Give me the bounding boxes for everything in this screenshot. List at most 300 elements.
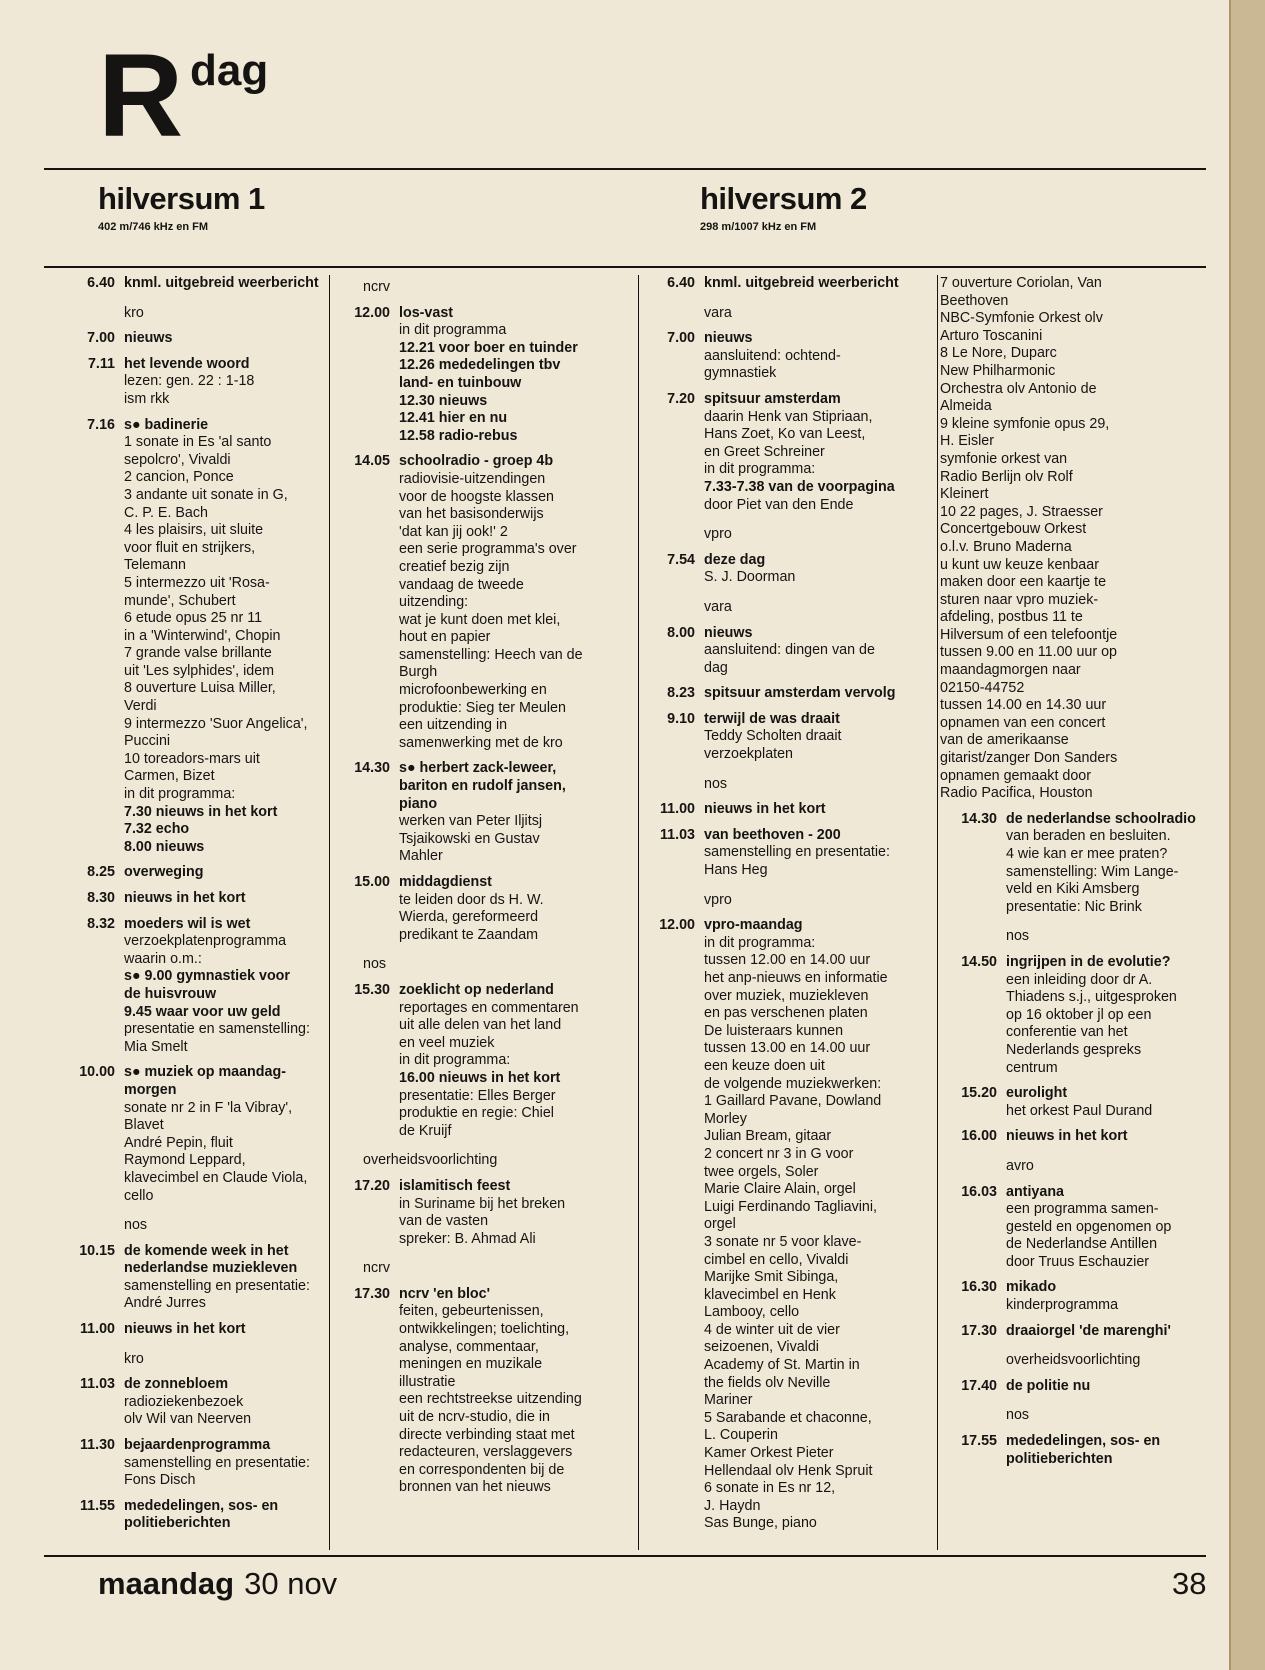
program-title: s● badinerie xyxy=(124,416,209,433)
program-line: in dit programma xyxy=(399,322,507,339)
program-time: 14.50 xyxy=(961,953,997,970)
program-line: samenstelling: Wim Lange- xyxy=(1006,863,1179,880)
program-time: 9.10 xyxy=(667,710,695,727)
program-time: 15.30 xyxy=(354,981,390,998)
schedule-column-hilversum-1-morning xyxy=(44,275,324,1541)
program-line: Sas Bunge, piano xyxy=(704,1515,817,1532)
program-line: 12.58 radio-rebus xyxy=(399,427,518,444)
station-header-hilversum-2 xyxy=(700,181,867,233)
program-line: tussen 14.00 en 14.30 uur xyxy=(940,697,1107,714)
program-line: Marie Claire Alain, orgel xyxy=(704,1181,856,1198)
program-line: cello xyxy=(124,1187,154,1204)
program-time: 7.00 xyxy=(87,330,115,347)
program-line: olv Wil van Neerven xyxy=(124,1411,252,1428)
program-line: 3 sonate nr 5 voor klave- xyxy=(704,1233,862,1250)
program-line: symfonie orkest van xyxy=(940,450,1068,467)
program-line: sturen naar vpro muziek- xyxy=(940,591,1099,608)
program-time: 6.40 xyxy=(667,275,695,291)
program-time: 15.00 xyxy=(354,874,390,890)
program-entry xyxy=(44,1243,324,1313)
program-line: presentatie en samenstelling: xyxy=(124,1021,310,1038)
program-line: Kamer Orkest Pieter xyxy=(704,1445,834,1462)
program-details xyxy=(124,890,324,908)
program-line: opnamen gemaakt door xyxy=(940,767,1092,784)
program-details xyxy=(124,417,324,857)
program-line: L. Couperin xyxy=(704,1427,778,1444)
broadcaster-label: nos xyxy=(1006,928,1030,945)
program-line: Nederlands gespreks xyxy=(1006,1041,1142,1058)
program-line: aansluitend: dingen van de xyxy=(704,642,875,659)
program-details xyxy=(399,874,631,944)
program-entry xyxy=(44,1498,324,1533)
program-details xyxy=(704,801,930,819)
program-line: de Nederlandse Antillen xyxy=(1006,1236,1158,1253)
program-entry xyxy=(630,275,930,293)
program-time: 10.15 xyxy=(79,1242,115,1259)
broadcaster-label: avro xyxy=(1006,1157,1034,1174)
program-details xyxy=(124,1064,324,1205)
program-line: André Jurres xyxy=(124,1295,206,1312)
program-entry xyxy=(940,1128,1225,1146)
program-line: in a 'Winterwind', Chopin xyxy=(124,627,281,644)
broadcaster-label: nos xyxy=(363,956,387,973)
program-entry xyxy=(630,552,930,587)
program-details xyxy=(399,453,631,752)
program-line: Arturo Toscanini xyxy=(940,327,1043,344)
program-line: New Philharmonic xyxy=(940,362,1056,379)
program-line: morgen xyxy=(124,1081,177,1098)
program-details xyxy=(399,1286,631,1497)
program-line: meningen en muzikale xyxy=(399,1356,543,1373)
program-time: 15.20 xyxy=(961,1085,997,1102)
program-line: daarin Henk van Stipriaan, xyxy=(704,408,873,425)
program-title: mikado xyxy=(1006,1279,1057,1296)
program-line: het anp-nieuws en informatie xyxy=(704,970,888,986)
program-time: 12.00 xyxy=(354,304,390,321)
program-title: middagdienst xyxy=(399,874,492,890)
column-divider xyxy=(329,275,330,1550)
program-time: 16.30 xyxy=(961,1279,997,1296)
program-time: 14.30 xyxy=(961,810,997,827)
program-line: 4 de winter uit de vier xyxy=(704,1321,840,1338)
program-entry xyxy=(940,811,1225,917)
program-line: het orkest Paul Durand xyxy=(1006,1102,1153,1119)
program-details xyxy=(124,356,324,409)
program-line: de Kruijf xyxy=(399,1122,452,1139)
program-line: opnamen van een concert xyxy=(940,714,1106,731)
program-title: los-vast xyxy=(399,304,454,321)
program-title: de nederlandse schoolradio xyxy=(1006,810,1196,827)
program-line: Radio Berlijn olv Rolf xyxy=(940,468,1073,485)
program-line: J. Haydn xyxy=(704,1497,761,1514)
program-line: veld en Kiki Amsberg xyxy=(1006,881,1140,898)
program-line: s● 9.00 gymnastiek voor xyxy=(124,968,290,985)
program-entry xyxy=(44,417,324,857)
program-entry xyxy=(331,982,631,1140)
program-line: politieberichten xyxy=(124,1515,231,1532)
program-line: 16.00 nieuws in het kort xyxy=(399,1069,561,1086)
program-entry xyxy=(331,1178,631,1248)
program-title: moeders wil is wet xyxy=(124,915,251,932)
program-line: Lambooy, cello xyxy=(704,1304,800,1321)
program-line: ism rkk xyxy=(124,390,170,407)
program-line: André Pepin, fluit xyxy=(124,1134,233,1151)
program-entry xyxy=(940,1085,1225,1120)
program-line: tussen 12.00 en 14.00 uur xyxy=(704,952,871,969)
program-time: 17.40 xyxy=(961,1377,997,1394)
broadcaster-label: overheidsvoorlichting xyxy=(1006,1352,1141,1369)
program-line: 7.32 echo xyxy=(124,821,190,838)
program-title: mededelingen, sos- en xyxy=(124,1497,279,1514)
program-entry xyxy=(630,685,930,703)
program-details xyxy=(124,330,324,348)
program-line: Morley xyxy=(704,1110,747,1127)
page-edge xyxy=(1229,0,1265,1670)
program-details xyxy=(704,552,930,587)
broadcaster-label: vara xyxy=(704,304,732,321)
program-line: in dit programma: xyxy=(704,934,816,951)
program-title: knml. uitgebreid weerbericht xyxy=(124,275,319,291)
program-line: analyse, commentaar, xyxy=(399,1338,539,1355)
program-line: 9.45 waar voor uw geld xyxy=(124,1003,281,1020)
program-line: 12.30 nieuws xyxy=(399,392,488,409)
program-line: 9 intermezzo 'Suor Angelica', xyxy=(124,715,308,732)
program-line: seizoenen, Vivaldi xyxy=(704,1339,819,1356)
program-entry xyxy=(44,330,324,348)
program-line: een rechtstreekse uitzending xyxy=(399,1391,582,1408)
program-entry xyxy=(331,1286,631,1497)
program-line: 12.26 mededelingen tbv xyxy=(399,357,561,374)
program-line: 4 les plaisirs, uit sluite xyxy=(124,522,264,539)
program-time: 7.11 xyxy=(87,355,115,372)
program-line: o.l.v. Bruno Maderna xyxy=(940,538,1072,555)
program-line: 7.33-7.38 van de voorpagina xyxy=(704,478,895,495)
program-line: sepolcro', Vivaldi xyxy=(124,451,231,468)
program-line: kinderprogramma xyxy=(1006,1297,1119,1314)
program-title: ncrv 'en bloc' xyxy=(399,1285,491,1302)
program-entry xyxy=(331,453,631,752)
program-line: presentatie: Elles Berger xyxy=(399,1087,556,1104)
program-line: microfoonbewerking en xyxy=(399,682,547,699)
program-line: een serie programma's over xyxy=(399,541,577,558)
program-line: Tsjaikowski en Gustav xyxy=(399,830,540,847)
program-line: 8 Le Nore, Duparc xyxy=(940,345,1057,362)
program-entry xyxy=(630,801,930,819)
program-line: afdeling, postbus 11 te xyxy=(940,609,1083,626)
program-details xyxy=(124,275,324,293)
program-line: uitzending: xyxy=(399,594,469,611)
program-title: draaiorgel 'de marenghi' xyxy=(1006,1322,1171,1339)
program-line: land- en tuinbouw xyxy=(399,374,522,391)
program-time: 11.30 xyxy=(80,1437,115,1454)
program-line: predikant te Zaandam xyxy=(399,926,539,943)
program-line: Hans Heg xyxy=(704,862,768,879)
program-title: eurolight xyxy=(1006,1085,1068,1102)
program-line: 6 etude opus 25 nr 11 xyxy=(124,610,263,627)
program-line: 2 cancion, Ponce xyxy=(124,469,234,486)
program-time: 17.30 xyxy=(961,1322,997,1339)
program-time: 8.00 xyxy=(667,624,695,641)
broadcaster-label: vpro xyxy=(704,526,732,543)
program-details xyxy=(1006,1184,1225,1272)
program-details xyxy=(704,625,930,678)
program-line: reportages en commentaren xyxy=(399,999,579,1016)
program-details xyxy=(704,827,930,880)
program-line: samenwerking met de kro xyxy=(399,734,563,751)
program-line: nederlandse muziekleven xyxy=(124,1260,298,1277)
program-line: 10 22 pages, J. Straesser xyxy=(940,503,1103,520)
program-line: en veel muziek xyxy=(399,1034,495,1051)
program-line: voor fluit en strijkers, xyxy=(124,539,256,556)
footer-rule xyxy=(44,1555,1206,1557)
program-title: ingrijpen in de evolutie? xyxy=(1006,953,1171,970)
program-time: 10.00 xyxy=(79,1064,115,1081)
program-details xyxy=(124,1376,324,1429)
program-line: klavecimbel en Claude Viola, xyxy=(124,1169,308,1186)
program-title: schoolradio - groep 4b xyxy=(399,453,554,470)
program-line: Radio Pacifica, Houston xyxy=(940,785,1093,802)
program-line: samenstelling: Heech van de xyxy=(399,646,583,663)
program-line: verzoekplaten xyxy=(704,746,794,763)
program-line: feiten, gebeurtenissen, xyxy=(399,1303,544,1320)
program-line: 8.00 nieuws xyxy=(124,838,205,855)
program-details xyxy=(704,330,930,383)
program-line: Hellendaal olv Henk Spruit xyxy=(704,1462,873,1479)
program-title: mededelingen, sos- en xyxy=(1006,1433,1161,1450)
footer-day: maandag xyxy=(98,1566,235,1601)
program-line: 3 andante uit sonate in G, xyxy=(124,486,288,503)
schedule-column-hilversum-1-afternoon xyxy=(331,275,631,1505)
program-line: van de vasten xyxy=(399,1213,489,1230)
program-line: Academy of St. Martin in xyxy=(704,1357,860,1374)
station-frequency: 298 m/1007 kHz en FM xyxy=(700,221,817,233)
program-time: 8.25 xyxy=(87,864,115,881)
program-line: dag xyxy=(704,659,728,676)
program-time: 8.32 xyxy=(87,915,115,932)
program-line: S. J. Doorman xyxy=(704,569,796,586)
program-line: 5 intermezzo uit 'Rosa- xyxy=(124,574,270,591)
program-details xyxy=(124,916,324,1057)
program-title: nieuws in het kort xyxy=(124,890,246,906)
program-title: nieuws xyxy=(704,624,753,641)
program-time: 11.00 xyxy=(660,801,695,818)
program-entry xyxy=(331,760,631,866)
program-title: het levende woord xyxy=(124,355,250,372)
program-entry xyxy=(630,330,930,383)
program-line: Marijke Smit Sibinga, xyxy=(704,1269,839,1286)
program-line: directe verbinding staat met xyxy=(399,1426,575,1443)
program-line: NBC-Symfonie Orkest olv xyxy=(940,310,1103,327)
program-line: 2 concert nr 3 in G voor xyxy=(704,1145,854,1162)
program-line: Mahler xyxy=(399,848,443,865)
program-line: produktie en regie: Chiel xyxy=(399,1105,554,1122)
program-line: 5 Sarabande et chaconne, xyxy=(704,1409,872,1426)
broadcaster-label: nos xyxy=(1006,1407,1030,1424)
program-details xyxy=(399,982,631,1140)
program-line: te leiden door ds H. W. xyxy=(399,891,544,908)
program-line: creatief bezig zijn xyxy=(399,558,510,575)
program-entry xyxy=(940,1279,1225,1314)
program-line: 8 ouverture Luisa Miller, xyxy=(124,680,276,697)
program-entry xyxy=(44,1064,324,1205)
program-line: 7.30 nieuws in het kort xyxy=(124,803,278,820)
program-line: Hans Zoet, Ko van Leest, xyxy=(704,426,866,443)
program-line: ontwikkelingen; toelichting, xyxy=(399,1321,570,1338)
program-details xyxy=(399,305,631,446)
program-line: en Greet Schreiner xyxy=(704,443,825,460)
program-line: 02150-44752 xyxy=(940,679,1025,696)
program-entry xyxy=(331,305,631,446)
program-entry xyxy=(44,864,324,882)
broadcaster-label: ncrv xyxy=(363,279,391,295)
program-line: een keuze doen uit xyxy=(704,1057,825,1074)
program-details xyxy=(1006,811,1225,917)
program-line: munde', Schubert xyxy=(124,592,236,609)
program-title: nieuws in het kort xyxy=(704,801,826,818)
program-details xyxy=(704,917,930,1533)
program-details xyxy=(1006,1378,1225,1396)
program-entry xyxy=(44,1376,324,1429)
program-line: 12.41 hier en nu xyxy=(399,410,508,427)
program-line: Almeida xyxy=(940,398,992,415)
program-time: 11.03 xyxy=(80,1376,115,1393)
program-time: 12.00 xyxy=(659,917,695,934)
program-line: vandaag de tweede xyxy=(399,576,524,593)
program-line: Orchestra olv Antonio de xyxy=(940,380,1097,397)
program-title: van beethoven - 200 xyxy=(704,826,841,843)
program-title: s● muziek op maandag- xyxy=(124,1064,286,1081)
program-line: De luisteraars kunnen xyxy=(704,1022,844,1039)
program-line: H. Eisler xyxy=(940,433,995,450)
program-title: spitsuur amsterdam xyxy=(704,390,841,407)
program-line: uit 'Les sylphides', idem xyxy=(124,662,275,679)
program-line: een uitzending in xyxy=(399,717,508,734)
program-title: nieuws xyxy=(704,330,753,347)
program-line: samenstelling en presentatie: xyxy=(124,1277,310,1294)
program-title: s● herbert zack-leweer, xyxy=(399,760,557,777)
program-entry xyxy=(44,916,324,1057)
program-line: aansluitend: ochtend- xyxy=(704,347,841,364)
program-line: 6 sonate in Es nr 12, xyxy=(704,1480,836,1497)
program-line: Kleinert xyxy=(940,486,989,503)
program-entry xyxy=(44,890,324,908)
program-time: 17.20 xyxy=(354,1177,390,1194)
program-line: in Suriname bij het breken xyxy=(399,1195,566,1212)
program-title: vpro-maandag xyxy=(704,917,803,934)
program-line: 12.21 voor boer en tuinder xyxy=(399,339,578,356)
program-line: bariton en rudolf jansen, xyxy=(399,778,566,795)
program-details xyxy=(124,1321,324,1339)
program-line: Thiadens s.j., uitgesproken xyxy=(1006,989,1177,1006)
program-time: 11.55 xyxy=(80,1497,115,1514)
program-line: 4 wie kan er mee praten? xyxy=(1006,846,1168,862)
program-line: van de amerikaanse xyxy=(940,732,1069,749)
program-line: 7 ouverture Coriolan, Van xyxy=(940,275,1102,291)
program-time: 6.40 xyxy=(87,275,115,291)
program-line: Teddy Scholten draait xyxy=(704,728,842,745)
program-line: u kunt uw keuze kenbaar xyxy=(940,556,1099,573)
program-line: van beraden en besluiten. xyxy=(1006,828,1171,845)
program-line: Wierda, gereformeerd xyxy=(399,909,539,926)
program-time: 8.23 xyxy=(667,685,695,702)
program-line: 1 Gaillard Pavane, Dowland xyxy=(704,1093,882,1110)
column-divider xyxy=(937,275,938,1550)
program-time: 14.05 xyxy=(354,453,390,470)
program-line: Burgh xyxy=(399,664,438,681)
program-line: van het basisonderwijs xyxy=(399,506,544,523)
program-line: Mia Smelt xyxy=(124,1038,188,1055)
program-line: Beethoven xyxy=(940,292,1009,309)
program-time: 16.03 xyxy=(961,1183,997,1200)
broadcaster-label: overheidsvoorlichting xyxy=(363,1152,498,1169)
program-entry xyxy=(630,917,930,1533)
program-line: redacteuren, verslaggevers xyxy=(399,1444,573,1461)
program-entry xyxy=(940,275,1225,803)
program-line: produktie: Sieg ter Meulen xyxy=(399,699,566,716)
program-line: 7 grande valse brillante xyxy=(124,645,272,662)
program-line: gitarist/zanger Don Sanders xyxy=(940,750,1118,767)
program-line: Hilversum of een telefoontje xyxy=(940,626,1118,643)
footer-date xyxy=(98,1566,337,1602)
program-title: overweging xyxy=(124,864,204,881)
program-details xyxy=(1006,1433,1225,1468)
program-line: spreker: B. Ahmad Ali xyxy=(399,1230,536,1247)
program-line: Fons Disch xyxy=(124,1472,196,1489)
program-details xyxy=(1006,1323,1225,1341)
page-number: 38 xyxy=(1172,1566,1207,1601)
program-line: een inleiding door dr A. xyxy=(1006,971,1153,988)
program-line: Puccini xyxy=(124,733,171,750)
program-line: Carmen, Bizet xyxy=(124,768,215,785)
schedule-column-hilversum-2-morning xyxy=(630,275,930,1541)
program-entry xyxy=(630,391,930,514)
program-line: gesteld en opgenomen op xyxy=(1006,1218,1172,1235)
program-line: in dit programma: xyxy=(399,1052,511,1069)
program-line: maandagmorgen naar xyxy=(940,662,1081,679)
program-time: 17.55 xyxy=(961,1433,997,1450)
program-entry xyxy=(44,356,324,409)
program-entry xyxy=(940,1378,1225,1396)
program-title: zoeklicht op nederland xyxy=(399,981,554,998)
program-line: Verdi xyxy=(124,698,157,715)
program-line: centrum xyxy=(1006,1059,1058,1076)
program-line: 1 sonate in Es 'al santo xyxy=(124,434,272,451)
program-line: lezen: gen. 22 : 1-18 xyxy=(124,373,255,390)
program-line: en pas verschenen platen xyxy=(704,1005,868,1022)
program-line: the fields olv Neville xyxy=(704,1374,831,1391)
program-line: radioziekenbezoek xyxy=(124,1393,244,1410)
program-line: C. P. E. Bach xyxy=(124,504,208,521)
program-time: 11.00 xyxy=(80,1321,115,1338)
program-entry xyxy=(630,625,930,678)
schedule-column-hilversum-2-afternoon xyxy=(940,275,1225,1476)
program-line: klavecimbel en Henk xyxy=(704,1286,836,1303)
program-line: werken van Peter Iljitsj xyxy=(399,813,543,830)
program-entry xyxy=(44,275,324,293)
program-details xyxy=(1006,954,1225,1077)
program-line: Julian Bream, gitaar xyxy=(704,1128,832,1145)
program-title: nieuws in het kort xyxy=(124,1321,246,1338)
program-line: twee orgels, Soler xyxy=(704,1163,819,1180)
program-line: verzoekplatenprogramma xyxy=(124,933,287,950)
program-details xyxy=(399,1178,631,1248)
program-title: nieuws in het kort xyxy=(1006,1128,1128,1145)
program-entry xyxy=(940,1323,1225,1341)
program-line: Luigi Ferdinando Tagliavini, xyxy=(704,1198,878,1215)
program-title: islamitisch feest xyxy=(399,1177,511,1194)
program-entry xyxy=(940,1184,1225,1272)
program-line: voor de hoogste klassen xyxy=(399,488,554,505)
